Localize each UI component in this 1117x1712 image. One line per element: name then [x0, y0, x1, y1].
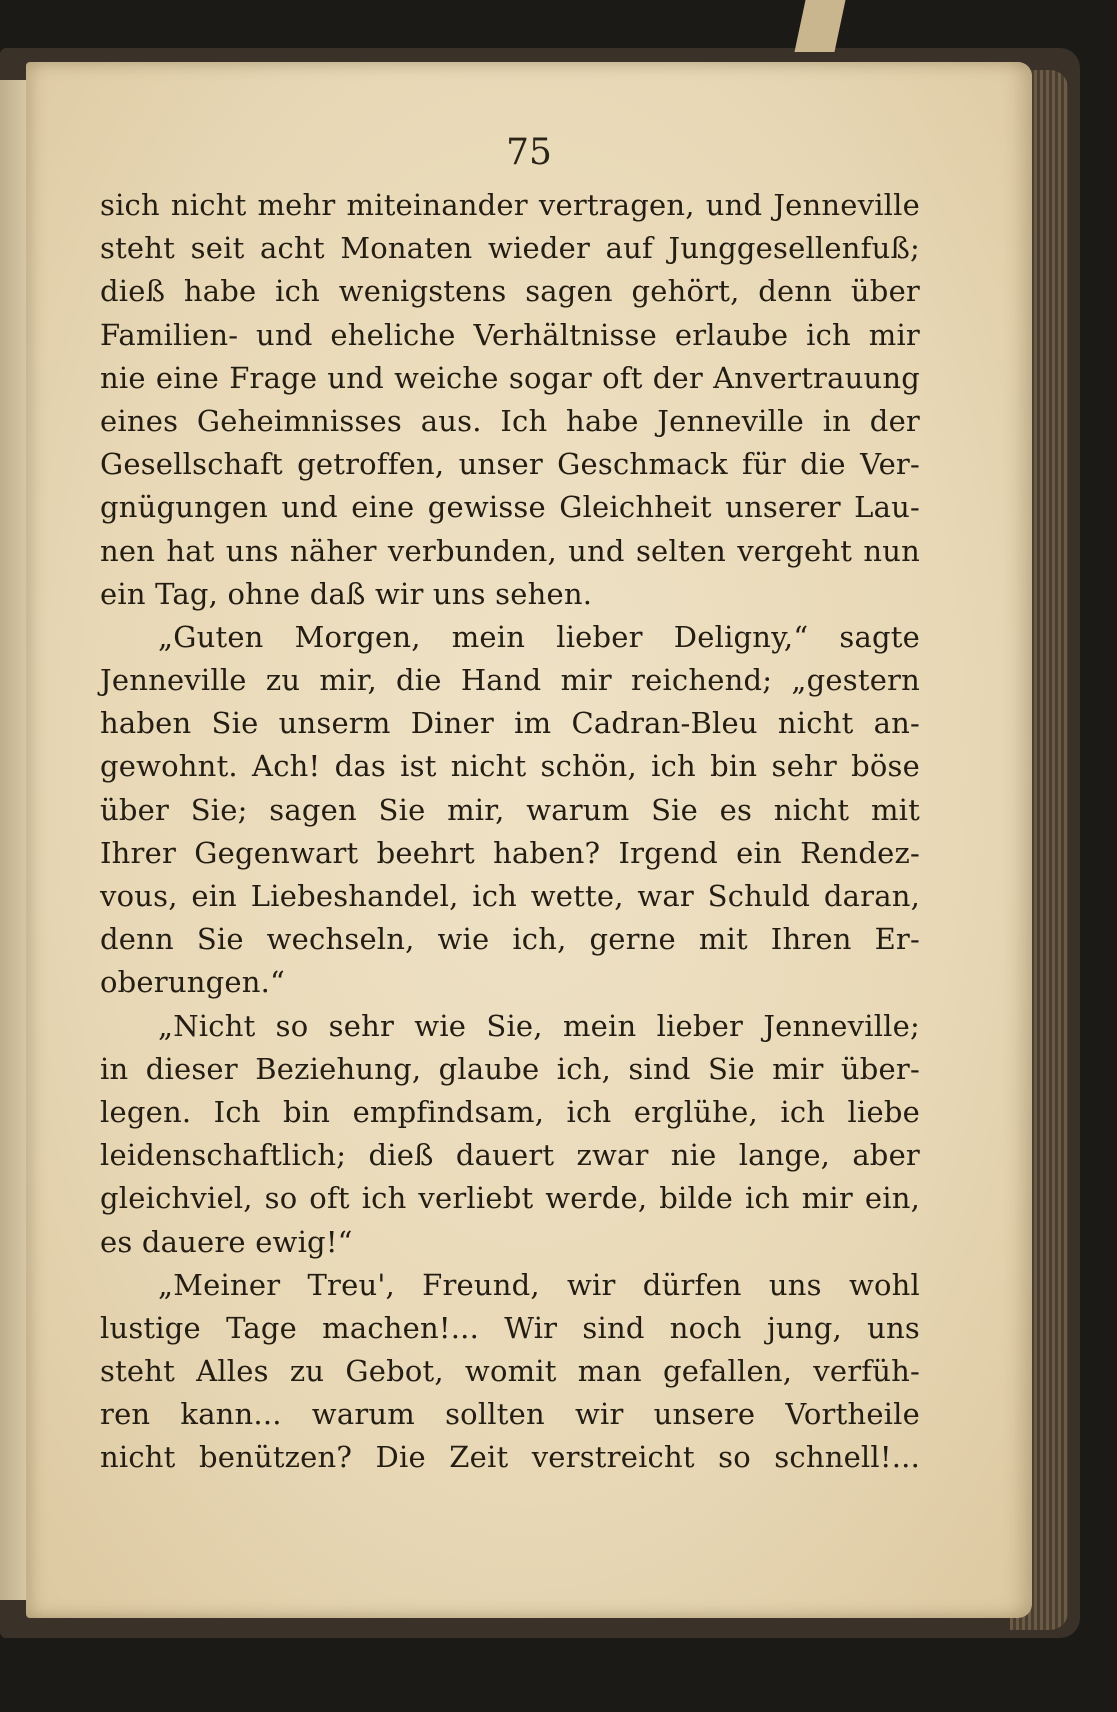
text-line: nie eine Frage und weiche sogar oft der Anvertrauung — [100, 360, 920, 395]
text-line: lustige Tage machen!... Wir sind noch jung, uns — [100, 1310, 920, 1345]
text-line: gnügungen und eine gewisse Gleichheit unserer Lau- — [100, 490, 920, 525]
text-line: dieß habe ich wenigstens sagen gehört, denn über — [100, 274, 920, 309]
text-line: über Sie; sagen Sie mir, warum Sie es nicht mit — [100, 792, 920, 827]
facing-page-edge — [0, 80, 28, 1600]
text-line: „Meiner Treu', Freund, wir dürfen uns wohl — [158, 1267, 920, 1302]
text-line: ein Tag, ohne daß wir uns sehen. — [100, 576, 593, 611]
page-text-block — [100, 184, 920, 1480]
text-line: nen hat uns näher verbunden, und selten vergeht nun — [100, 533, 920, 568]
text-line: steht seit acht Monaten wieder auf Junggesellenfuß; — [100, 231, 920, 266]
text-line: steht Alles zu Gebot, womit man gefallen, verfüh- — [100, 1354, 920, 1389]
text-line: „Guten Morgen, mein lieber Deligny,“ sagte — [158, 619, 920, 654]
text-line: haben Sie unserm Diner im Cadran-Bleu nicht an- — [100, 706, 920, 741]
text-line: sich nicht mehr miteinander vertragen, und Jenneville — [100, 188, 920, 222]
text-line: gewohnt. Ach! das ist nicht schön, ich bin sehr böse — [100, 749, 920, 784]
text-line: in dieser Beziehung, glaube ich, sind Sie mir über- — [100, 1051, 920, 1086]
text-line: Jenneville zu mir, die Hand mir reichend; „gestern — [100, 663, 920, 698]
page-number: 75 — [506, 132, 552, 173]
text-line: Ihrer Gegenwart beehrt haben? Irgend ein Rendez- — [100, 835, 920, 870]
text-line: nicht benützen? Die Zeit verstreicht so schnell!... — [100, 1440, 920, 1475]
text-line: vous, ein Liebeshandel, ich wette, war Schuld daran, — [100, 879, 920, 913]
text-line: gleichviel, so oft ich verliebt werde, bilde ich mir ein, — [100, 1181, 920, 1216]
text-line: legen. Ich bin empfindsam, ich erglühe, ich liebe — [100, 1094, 920, 1129]
text-line: oberungen.“ — [100, 965, 286, 1000]
text-line: Familien- und eheliche Verhältnisse erlaube ich mir — [100, 317, 920, 352]
book-page — [26, 62, 1032, 1618]
text-line: leidenschaftlich; dieß dauert zwar nie lange, aber — [100, 1138, 920, 1173]
text-line: Gesellschaft getroffen, unser Geschmack für die Ver- — [100, 447, 920, 482]
text-line: „Nicht so sehr wie Sie, mein lieber Jenneville; — [158, 1008, 920, 1043]
text-line: denn Sie wechseln, wie ich, gerne mit Ihren Er- — [100, 922, 920, 957]
text-line: es dauere ewig!“ — [100, 1224, 353, 1259]
text-line: eines Geheimnisses aus. Ich habe Jenneville in der — [100, 403, 920, 438]
text-line: ren kann... warum sollten wir unsere Vortheile — [100, 1397, 920, 1432]
torn-paper-tab — [794, 0, 845, 52]
